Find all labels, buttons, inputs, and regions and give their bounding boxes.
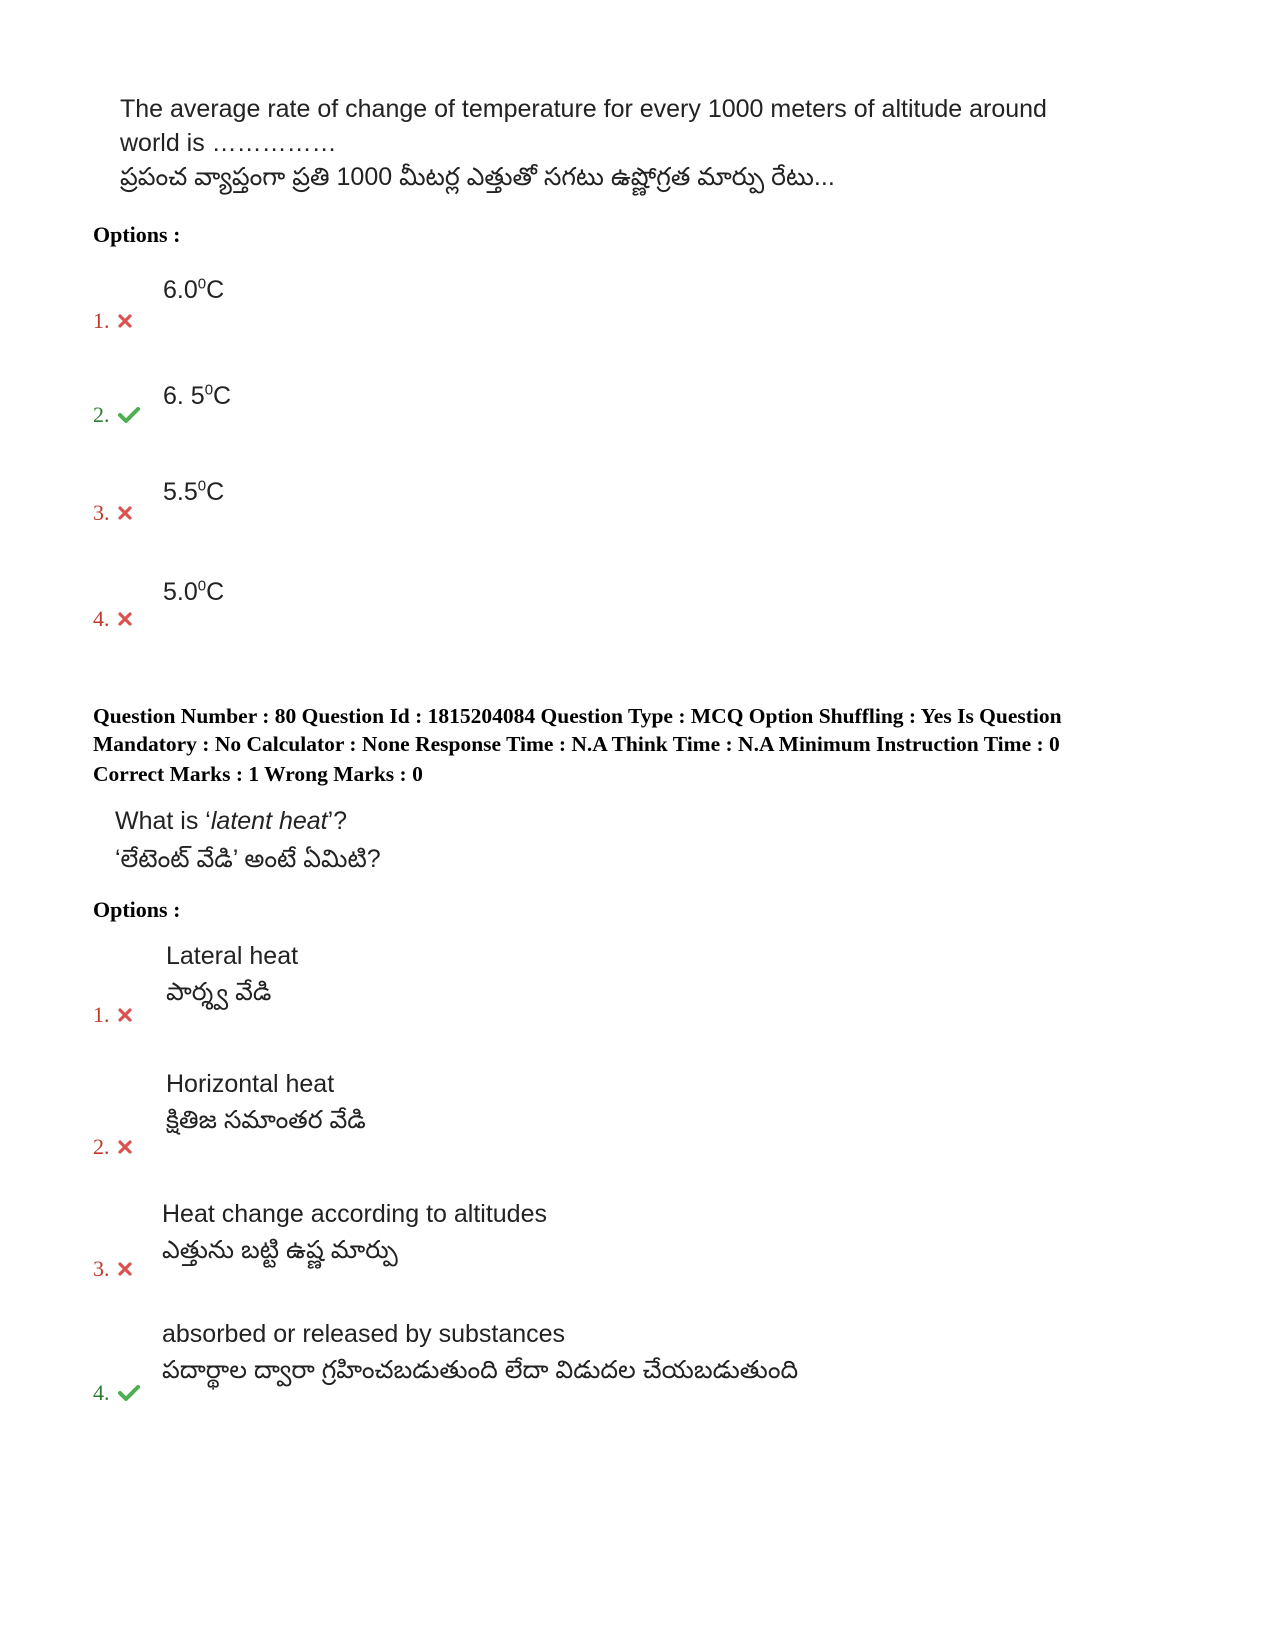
meta-line-1: Question Number : 80 Question Id : 1815204084 Question Type : MCQ Option Shuffling : Yes Is Question bbox=[93, 704, 1062, 728]
q80-option-1-marker: 1. bbox=[93, 1002, 132, 1028]
cross-icon bbox=[118, 1008, 132, 1022]
cross-icon bbox=[118, 612, 132, 626]
question-80-english: What is ‘latent heat’? bbox=[115, 807, 348, 835]
q79-option-2-text: 6. $5^0C$ bbox=[163, 381, 232, 410]
q80-option-1-text: Lateral heat పార్శ్వ వేడి bbox=[166, 942, 299, 1006]
cross-icon bbox=[118, 1262, 132, 1276]
check-icon bbox=[118, 406, 140, 424]
q79-option-4-text: $5.0^0C$ bbox=[163, 577, 225, 606]
q79-option-1-text: $6.0^0C$ bbox=[163, 275, 225, 304]
q80-option-3-text: Heat change according to altitudes ఎత్తును బట్టి ఉష్ణ మార్పు bbox=[162, 1200, 547, 1264]
cross-icon bbox=[118, 314, 132, 328]
q80-option-3-marker: 3. bbox=[93, 1256, 132, 1282]
q79-option-3-text: $5.5^0C$ bbox=[163, 477, 225, 506]
meta-line-3: Correct Marks : 1 Wrong Marks : 0 bbox=[93, 762, 423, 786]
q79-option-1-marker: 1. bbox=[93, 308, 132, 334]
q80-option-4-marker: 4. bbox=[93, 1380, 140, 1406]
cross-icon bbox=[118, 1140, 132, 1154]
options-label-q79: Options : bbox=[93, 222, 181, 247]
question-79-telugu: ప్రపంచ వ్యాప్తంగా ప్రతి 1000 మీటర్ల ఎత్తుతో సగటు ఉష్ణోగ్రత మార్పు రేటు... bbox=[120, 163, 835, 191]
question-80-text bbox=[115, 804, 381, 876]
question-79-text bbox=[120, 92, 1047, 194]
cross-icon bbox=[118, 506, 132, 520]
q80-option-4-text: absorbed or released by substances పదార్థాల ద్వారా గ్రహించబడుతుంది లేదా విడుదల చేయబడుతుంది bbox=[162, 1320, 799, 1384]
q79-option-3-marker: 3. bbox=[93, 500, 132, 526]
check-icon bbox=[118, 1384, 140, 1402]
question-80-meta bbox=[93, 702, 1203, 788]
q79-option-4-marker: 4. bbox=[93, 606, 132, 632]
meta-line-2: Mandatory : No Calculator : None Response Time : N.A Think Time : N.A Minimum Instruction Time : 0 bbox=[93, 732, 1060, 756]
q79-option-2-marker: 2. bbox=[93, 402, 140, 428]
q80-option-2-marker: 2. bbox=[93, 1134, 132, 1160]
options-label-q80: Options : bbox=[93, 897, 181, 922]
question-80-telugu: ‘లేటెంట్ వేడి’ అంటే ఏమిటి? bbox=[115, 845, 381, 873]
question-79-english-line1: The average rate of change of temperature for every 1000 meters of altitude around bbox=[120, 95, 1047, 123]
question-79-english-line2: world is …………… bbox=[120, 129, 337, 157]
q80-option-2-text: Horizontal heat క్షితిజ సమాంతర వేడి bbox=[166, 1070, 366, 1134]
